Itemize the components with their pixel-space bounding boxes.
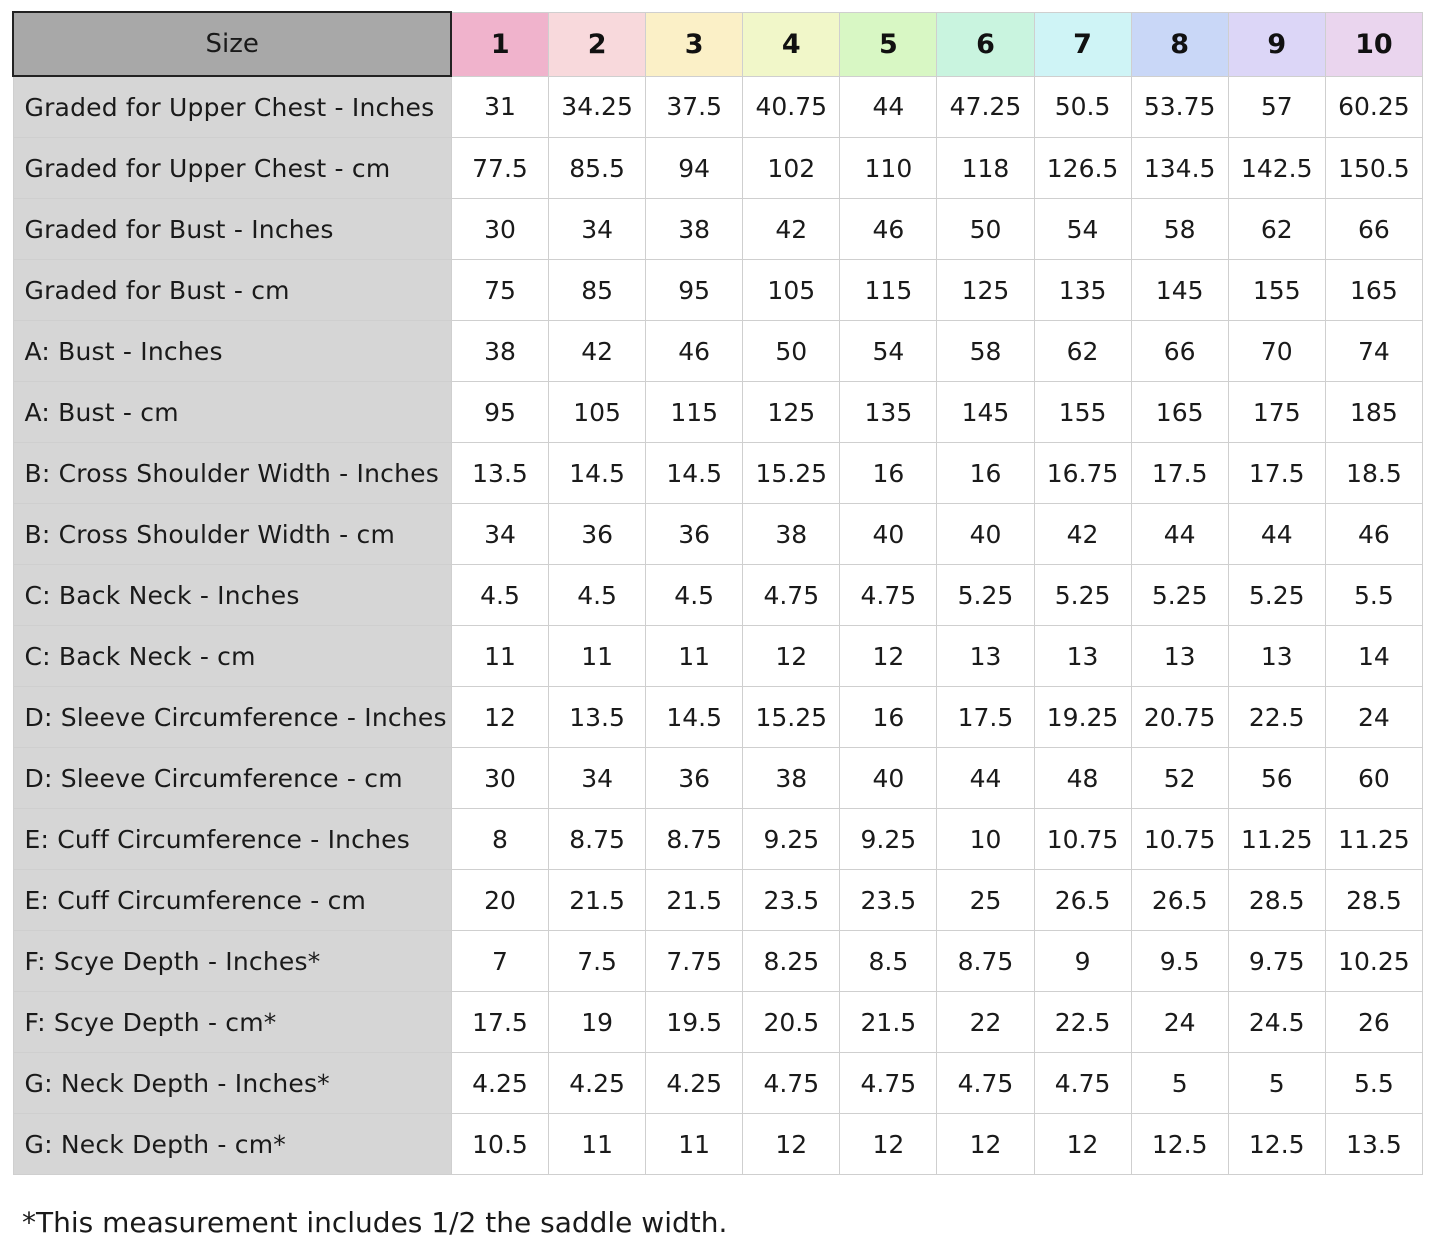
table-cell: 11 <box>646 1114 743 1175</box>
table-cell: 58 <box>937 321 1034 382</box>
table-cell: 13.5 <box>549 687 646 748</box>
table-cell: 40 <box>937 504 1034 565</box>
table-cell: 95 <box>451 382 548 443</box>
table-cell: 13 <box>1131 626 1228 687</box>
table-cell: 75 <box>451 260 548 321</box>
row-label: G: Neck Depth - cm* <box>13 1114 451 1175</box>
table-cell: 4.75 <box>840 1053 937 1114</box>
table-cell: 142.5 <box>1228 138 1325 199</box>
row-label: E: Cuff Circumference - Inches <box>13 809 451 870</box>
table-cell: 5.25 <box>937 565 1034 626</box>
table-cell: 9.25 <box>840 809 937 870</box>
table-cell: 12 <box>840 1114 937 1175</box>
table-cell: 23.5 <box>840 870 937 931</box>
table-cell: 12 <box>743 626 840 687</box>
table-cell: 10 <box>937 809 1034 870</box>
row-label: C: Back Neck - Inches <box>13 565 451 626</box>
table-cell: 12 <box>937 1114 1034 1175</box>
table-cell: 46 <box>646 321 743 382</box>
table-cell: 44 <box>1131 504 1228 565</box>
table-cell: 66 <box>1131 321 1228 382</box>
table-cell: 21.5 <box>549 870 646 931</box>
table-cell: 17.5 <box>937 687 1034 748</box>
table-row <box>13 626 1423 687</box>
table-cell: 85.5 <box>549 138 646 199</box>
size-column-header: Size <box>13 12 451 76</box>
table-cell: 4.75 <box>743 565 840 626</box>
table-cell: 4.75 <box>937 1053 1034 1114</box>
table-cell: 54 <box>1034 199 1131 260</box>
table-cell: 7.5 <box>549 931 646 992</box>
table-cell: 14.5 <box>646 443 743 504</box>
table-row <box>13 443 1423 504</box>
table-cell: 46 <box>1325 504 1422 565</box>
table-row <box>13 1053 1423 1114</box>
table-cell: 26.5 <box>1034 870 1131 931</box>
table-row <box>13 260 1423 321</box>
table-cell: 10.75 <box>1034 809 1131 870</box>
size-header-8: 8 <box>1131 12 1228 76</box>
table-cell: 42 <box>1034 504 1131 565</box>
table-cell: 16 <box>937 443 1034 504</box>
table-cell: 19.5 <box>646 992 743 1053</box>
size-header-3: 3 <box>646 12 743 76</box>
table-cell: 12.5 <box>1131 1114 1228 1175</box>
table-cell: 17.5 <box>1131 443 1228 504</box>
table-cell: 36 <box>646 748 743 809</box>
table-cell: 11.25 <box>1325 809 1422 870</box>
table-cell: 24 <box>1131 992 1228 1053</box>
table-cell: 11 <box>549 1114 646 1175</box>
table-cell: 34 <box>451 504 548 565</box>
table-cell: 110 <box>840 138 937 199</box>
table-cell: 31 <box>451 76 548 138</box>
table-cell: 50.5 <box>1034 76 1131 138</box>
table-cell: 50 <box>937 199 1034 260</box>
table-cell: 40.75 <box>743 76 840 138</box>
table-cell: 13 <box>1034 626 1131 687</box>
row-label: D: Sleeve Circumference - Inches <box>13 687 451 748</box>
row-label: C: Back Neck - cm <box>13 626 451 687</box>
row-label: B: Cross Shoulder Width - Inches <box>13 443 451 504</box>
table-cell: 9 <box>1034 931 1131 992</box>
table-cell: 5 <box>1131 1053 1228 1114</box>
row-label: E: Cuff Circumference - cm <box>13 870 451 931</box>
table-cell: 77.5 <box>451 138 548 199</box>
table-cell: 34 <box>549 199 646 260</box>
row-label: D: Sleeve Circumference - cm <box>13 748 451 809</box>
table-cell: 8.75 <box>937 931 1034 992</box>
table-cell: 24.5 <box>1228 992 1325 1053</box>
table-cell: 95 <box>646 260 743 321</box>
table-cell: 21.5 <box>840 992 937 1053</box>
table-cell: 20 <box>451 870 548 931</box>
table-cell: 5 <box>1228 1053 1325 1114</box>
table-cell: 10.25 <box>1325 931 1422 992</box>
size-header-10: 10 <box>1325 12 1422 76</box>
table-cell: 11 <box>549 626 646 687</box>
table-row <box>13 382 1423 443</box>
table-body <box>13 76 1423 1175</box>
table-row <box>13 199 1423 260</box>
table-cell: 16 <box>840 443 937 504</box>
table-cell: 125 <box>743 382 840 443</box>
table-cell: 50 <box>743 321 840 382</box>
table-cell: 12 <box>743 1114 840 1175</box>
table-row <box>13 504 1423 565</box>
table-cell: 22.5 <box>1034 992 1131 1053</box>
table-cell: 37.5 <box>646 76 743 138</box>
table-cell: 54 <box>840 321 937 382</box>
table-cell: 9.25 <box>743 809 840 870</box>
row-label: Graded for Upper Chest - Inches <box>13 76 451 138</box>
table-cell: 36 <box>549 504 646 565</box>
table-cell: 115 <box>840 260 937 321</box>
table-cell: 24 <box>1325 687 1422 748</box>
table-cell: 38 <box>646 199 743 260</box>
row-label: A: Bust - cm <box>13 382 451 443</box>
table-cell: 16.75 <box>1034 443 1131 504</box>
table-cell: 42 <box>549 321 646 382</box>
table-cell: 60 <box>1325 748 1422 809</box>
table-cell: 105 <box>743 260 840 321</box>
table-cell: 4.25 <box>549 1053 646 1114</box>
table-cell: 56 <box>1228 748 1325 809</box>
table-cell: 13.5 <box>1325 1114 1422 1175</box>
table-row <box>13 748 1423 809</box>
table-cell: 5.25 <box>1034 565 1131 626</box>
table-cell: 48 <box>1034 748 1131 809</box>
table-cell: 21.5 <box>646 870 743 931</box>
table-cell: 17.5 <box>1228 443 1325 504</box>
table-cell: 5.5 <box>1325 1053 1422 1114</box>
table-cell: 4.75 <box>1034 1053 1131 1114</box>
table-cell: 4.5 <box>451 565 548 626</box>
table-cell: 23.5 <box>743 870 840 931</box>
table-cell: 18.5 <box>1325 443 1422 504</box>
table-cell: 58 <box>1131 199 1228 260</box>
table-cell: 10.5 <box>451 1114 548 1175</box>
table-cell: 11 <box>646 626 743 687</box>
size-header-2: 2 <box>549 12 646 76</box>
table-cell: 4.5 <box>646 565 743 626</box>
table-cell: 12 <box>840 626 937 687</box>
table-cell: 22.5 <box>1228 687 1325 748</box>
table-cell: 34.25 <box>549 76 646 138</box>
table-cell: 14.5 <box>549 443 646 504</box>
table-cell: 135 <box>840 382 937 443</box>
size-chart-table <box>12 11 1423 1175</box>
table-cell: 102 <box>743 138 840 199</box>
size-header-5: 5 <box>840 12 937 76</box>
table-cell: 53.75 <box>1131 76 1228 138</box>
table-cell: 19.25 <box>1034 687 1131 748</box>
table-row <box>13 931 1423 992</box>
table-cell: 5.5 <box>1325 565 1422 626</box>
table-cell: 22 <box>937 992 1034 1053</box>
table-cell: 7.75 <box>646 931 743 992</box>
table-cell: 62 <box>1034 321 1131 382</box>
table-row <box>13 76 1423 138</box>
table-cell: 9.5 <box>1131 931 1228 992</box>
table-cell: 135 <box>1034 260 1131 321</box>
row-label: B: Cross Shoulder Width - cm <box>13 504 451 565</box>
table-cell: 118 <box>937 138 1034 199</box>
table-cell: 8.5 <box>840 931 937 992</box>
table-cell: 14.5 <box>646 687 743 748</box>
table-cell: 11 <box>451 626 548 687</box>
table-cell: 40 <box>840 748 937 809</box>
table-cell: 44 <box>937 748 1034 809</box>
table-cell: 47.25 <box>937 76 1034 138</box>
table-cell: 16 <box>840 687 937 748</box>
table-cell: 150.5 <box>1325 138 1422 199</box>
table-cell: 13 <box>937 626 1034 687</box>
table-cell: 62 <box>1228 199 1325 260</box>
size-header-6: 6 <box>937 12 1034 76</box>
table-cell: 12 <box>1034 1114 1131 1175</box>
table-cell: 25 <box>937 870 1034 931</box>
table-cell: 105 <box>549 382 646 443</box>
table-cell: 42 <box>743 199 840 260</box>
table-cell: 44 <box>840 76 937 138</box>
table-cell: 134.5 <box>1131 138 1228 199</box>
table-cell: 12.5 <box>1228 1114 1325 1175</box>
table-cell: 66 <box>1325 199 1422 260</box>
size-header-1: 1 <box>451 12 548 76</box>
row-label: A: Bust - Inches <box>13 321 451 382</box>
size-header-9: 9 <box>1228 12 1325 76</box>
table-row <box>13 687 1423 748</box>
header-row <box>13 12 1423 76</box>
table-row <box>13 809 1423 870</box>
table-cell: 34 <box>549 748 646 809</box>
table-cell: 38 <box>451 321 548 382</box>
table-cell: 7 <box>451 931 548 992</box>
row-label: G: Neck Depth - Inches* <box>13 1053 451 1114</box>
table-cell: 20.5 <box>743 992 840 1053</box>
table-row <box>13 1114 1423 1175</box>
table-cell: 52 <box>1131 748 1228 809</box>
table-cell: 19 <box>549 992 646 1053</box>
table-cell: 20.75 <box>1131 687 1228 748</box>
table-cell: 40 <box>840 504 937 565</box>
table-cell: 57 <box>1228 76 1325 138</box>
table-cell: 36 <box>646 504 743 565</box>
row-label: F: Scye Depth - Inches* <box>13 931 451 992</box>
table-cell: 13.5 <box>451 443 548 504</box>
table-cell: 38 <box>743 504 840 565</box>
table-cell: 15.25 <box>743 443 840 504</box>
table-cell: 94 <box>646 138 743 199</box>
table-cell: 165 <box>1131 382 1228 443</box>
table-cell: 60.25 <box>1325 76 1422 138</box>
table-cell: 38 <box>743 748 840 809</box>
table-cell: 8.75 <box>549 809 646 870</box>
table-cell: 85 <box>549 260 646 321</box>
table-cell: 155 <box>1228 260 1325 321</box>
size-header-7: 7 <box>1034 12 1131 76</box>
table-row <box>13 870 1423 931</box>
table-cell: 26 <box>1325 992 1422 1053</box>
table-cell: 46 <box>840 199 937 260</box>
table-cell: 4.75 <box>743 1053 840 1114</box>
table-cell: 175 <box>1228 382 1325 443</box>
table-cell: 125 <box>937 260 1034 321</box>
table-cell: 28.5 <box>1228 870 1325 931</box>
table-cell: 126.5 <box>1034 138 1131 199</box>
table-cell: 8.75 <box>646 809 743 870</box>
row-label: Graded for Bust - cm <box>13 260 451 321</box>
footnote: *This measurement includes 1/2 the saddle width. <box>22 1206 728 1239</box>
table-cell: 74 <box>1325 321 1422 382</box>
table-cell: 165 <box>1325 260 1422 321</box>
table-cell: 10.75 <box>1131 809 1228 870</box>
table-row <box>13 992 1423 1053</box>
table-cell: 4.75 <box>840 565 937 626</box>
row-label: Graded for Bust - Inches <box>13 199 451 260</box>
table-cell: 28.5 <box>1325 870 1422 931</box>
table-row <box>13 138 1423 199</box>
row-label: Graded for Upper Chest - cm <box>13 138 451 199</box>
table-cell: 4.25 <box>646 1053 743 1114</box>
table-cell: 4.25 <box>451 1053 548 1114</box>
table-cell: 5.25 <box>1131 565 1228 626</box>
table-cell: 17.5 <box>451 992 548 1053</box>
table-cell: 70 <box>1228 321 1325 382</box>
table-cell: 9.75 <box>1228 931 1325 992</box>
table-cell: 115 <box>646 382 743 443</box>
table-cell: 8 <box>451 809 548 870</box>
size-header-4: 4 <box>743 12 840 76</box>
table-cell: 30 <box>451 748 548 809</box>
table-cell: 12 <box>451 687 548 748</box>
table-cell: 26.5 <box>1131 870 1228 931</box>
table-cell: 5.25 <box>1228 565 1325 626</box>
table-row <box>13 321 1423 382</box>
table-cell: 4.5 <box>549 565 646 626</box>
table-cell: 44 <box>1228 504 1325 565</box>
table-cell: 145 <box>937 382 1034 443</box>
table-cell: 185 <box>1325 382 1422 443</box>
table-cell: 13 <box>1228 626 1325 687</box>
table-cell: 15.25 <box>743 687 840 748</box>
table-cell: 8.25 <box>743 931 840 992</box>
table-row <box>13 565 1423 626</box>
table-cell: 155 <box>1034 382 1131 443</box>
table-cell: 11.25 <box>1228 809 1325 870</box>
table-cell: 30 <box>451 199 548 260</box>
row-label: F: Scye Depth - cm* <box>13 992 451 1053</box>
table-cell: 145 <box>1131 260 1228 321</box>
table-cell: 14 <box>1325 626 1422 687</box>
